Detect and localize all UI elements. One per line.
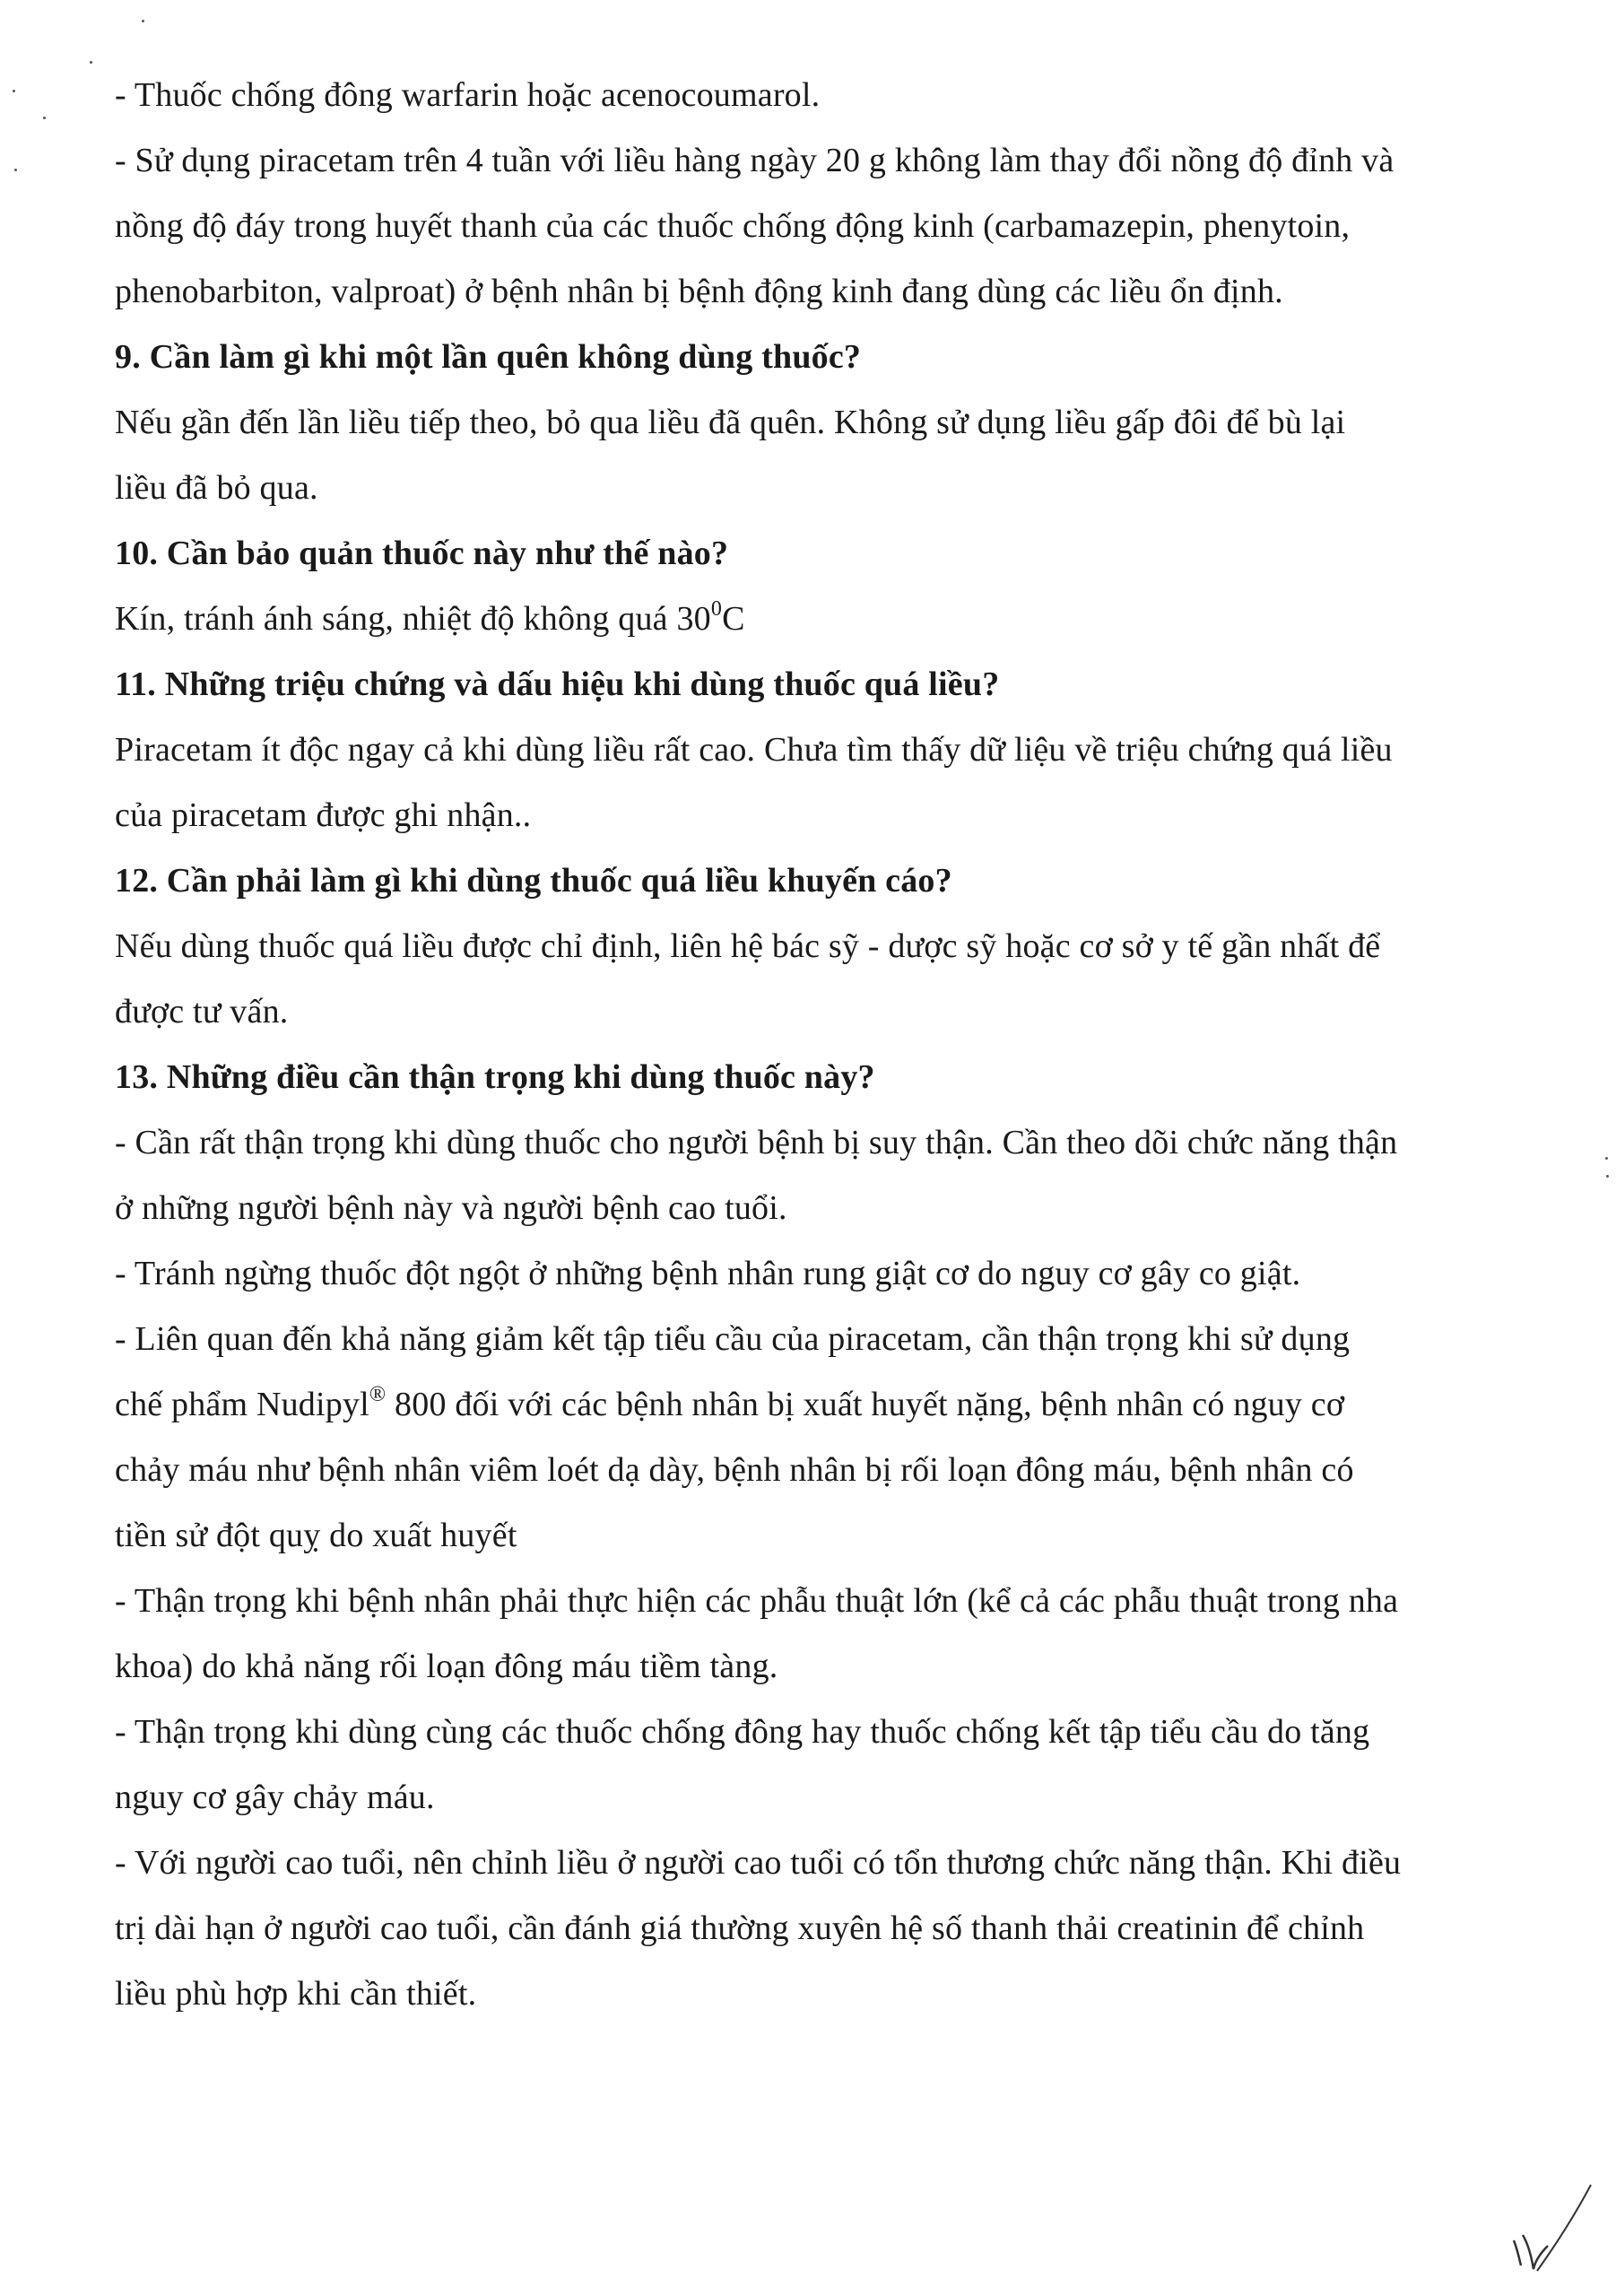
text-line: phenobarbiton, valproat) ở bệnh nhân bị bệnh động kinh đang dùng các liều ổn định. xyxy=(115,273,1283,310)
text-line: chảy máu như bệnh nhân viêm loét dạ dày, bệnh nhân bị rối loạn đông máu, bệnh nhân có xyxy=(115,1451,1354,1489)
text-line: Nếu gần đến lần liều tiếp theo, bỏ qua liều đã quên. Không sử dụng liều gấp đôi để bù lại xyxy=(115,404,1346,441)
text-segment: Kín, tránh ánh sáng, nhiệt độ không quá 30 xyxy=(115,600,711,638)
text-line: Nếu dùng thuốc quá liều được chỉ định, liên hệ bác sỹ - dược sỹ hoặc cơ sở y tế gần nhất để xyxy=(115,927,1381,965)
text-line: - Sử dụng piracetam trên 4 tuần với liều hàng ngày 20 g không làm thay đổi nồng độ đỉnh và xyxy=(115,142,1394,179)
scan-speck xyxy=(13,90,15,92)
section-heading-12: 12. Cần phải làm gì khi dùng thuốc quá liều khuyến cáo? xyxy=(115,862,952,900)
text-line: - Thận trọng khi dùng cùng các thuốc chống đông hay thuốc chống kết tập tiểu cầu do tăng xyxy=(115,1713,1370,1751)
scan-speck xyxy=(14,169,17,171)
text-line: khoa) do khả năng rối loạn đông máu tiềm tàng. xyxy=(115,1648,778,1685)
text-line: liều đã bỏ qua. xyxy=(115,469,318,507)
text-line: ở những người bệnh này và người bệnh cao tuổi. xyxy=(115,1189,787,1227)
superscript: 0 xyxy=(710,597,723,622)
text-line: - Thận trọng khi bệnh nhân phải thực hiện các phẫu thuật lớn (kể cả các phẫu thuật trong nha xyxy=(115,1582,1399,1620)
text-line: Piracetam ít độc ngay cả khi dùng liều rất cao. Chưa tìm thấy dữ liệu về triệu chứng quá liều xyxy=(115,731,1393,769)
scan-speck xyxy=(142,20,144,22)
text-line xyxy=(115,1372,1550,1438)
text-line: - Liên quan đến khả năng giảm kết tập tiểu cầu của piracetam, cần thận trọng khi sử dụng xyxy=(115,1320,1351,1358)
text-line: nồng độ đáy trong huyết thanh của các thuốc chống động kinh (carbamazepin, phenytoin, xyxy=(115,207,1351,245)
text-segment: C xyxy=(722,600,745,638)
text-segment: chế phẩm Nudipyl xyxy=(115,1386,369,1423)
text-line: - Thuốc chống đông warfarin hoặc acenocoumarol. xyxy=(115,76,821,114)
text-line: được tư vấn. xyxy=(115,993,289,1031)
text-segment: 800 đối với các bệnh nhân bị xuất huyết nặng, bệnh nhân có nguy cơ xyxy=(386,1386,1345,1423)
text-line: trị dài hạn ở người cao tuổi, cần đánh giá thường xuyên hệ số thanh thải creatinin để chỉnh xyxy=(115,1909,1365,1947)
signature-initial-icon xyxy=(1498,2160,1596,2276)
scan-speck xyxy=(43,117,46,119)
section-heading-11: 11. Những triệu chứng và dấu hiệu khi dùng thuốc quá liều? xyxy=(115,665,1000,703)
text-line: - Với người cao tuổi, nên chỉnh liều ở người cao tuổi có tổn thương chức năng thận. Khi điều xyxy=(115,1844,1402,1882)
scan-speck xyxy=(90,61,92,64)
section-heading-10: 10. Cần bảo quản thuốc này như thế nào? xyxy=(115,535,729,572)
scan-speck xyxy=(1606,1175,1609,1178)
text-line: nguy cơ gây chảy máu. xyxy=(115,1779,435,1816)
section-heading-9: 9. Cần làm gì khi một lần quên không dùng thuốc? xyxy=(115,338,862,376)
document-body xyxy=(115,63,1550,2027)
scan-speck xyxy=(1605,1157,1608,1160)
registered-mark: ® xyxy=(369,1383,387,1407)
text-line: - Cần rất thận trọng khi dùng thuốc cho người bệnh bị suy thận. Cần theo dõi chức năng thận xyxy=(115,1124,1398,1161)
text-line: tiền sử đột quỵ do xuất huyết xyxy=(115,1517,517,1554)
text-line: của piracetam được ghi nhận.. xyxy=(115,796,532,834)
text-line: - Tránh ngừng thuốc đột ngột ở những bệnh nhân rung giật cơ do nguy cơ gây co giật. xyxy=(115,1255,1301,1292)
text-line: liều phù hợp khi cần thiết. xyxy=(115,1975,477,2013)
section-heading-13: 13. Những điều cần thận trọng khi dùng thuốc này? xyxy=(115,1058,875,1096)
text-line xyxy=(115,587,1550,652)
